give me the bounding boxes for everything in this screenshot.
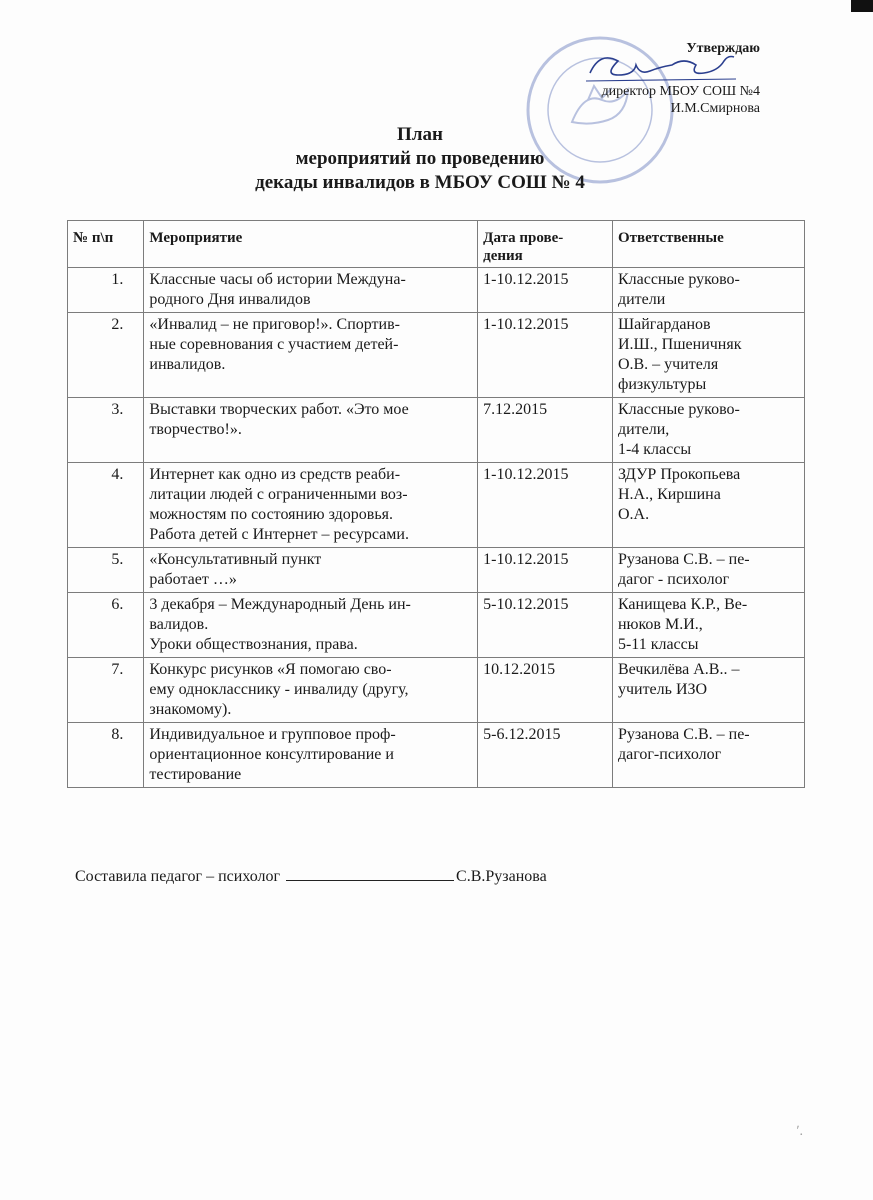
event-cell-line: «Консультативный пункт [149, 551, 322, 568]
header-num: № п\п [68, 221, 144, 268]
date-cell: 7.12.2015 [478, 398, 613, 463]
date-cell: 1-10.12.2015 [478, 268, 613, 313]
event-cell-line: Работа детей с Интернет – ресурсами. [149, 526, 409, 543]
event-cell-line: творчество!». [149, 421, 242, 438]
event-cell [144, 463, 478, 548]
event-cell-line: литации людей с ограниченными воз- [149, 486, 408, 503]
event-cell [144, 398, 478, 463]
event-cell-line: Индивидуальное и групповое проф- [149, 726, 396, 743]
date-cell: 5-10.12.2015 [478, 593, 613, 658]
date-cell: 10.12.2015 [478, 658, 613, 723]
header-event: Мероприятие [144, 221, 478, 268]
title-line-3: декады инвалидов в МБОУ СОШ № 4 [255, 172, 585, 193]
header-date-line: дения [483, 248, 523, 264]
table-row [68, 723, 805, 788]
table-row [68, 463, 805, 548]
footer-signature-line [75, 864, 547, 886]
responsible-cell-line: дители [617, 291, 666, 308]
document-title [0, 123, 840, 195]
responsible-cell-line: Канищева К.Р., Ве- [617, 596, 748, 613]
event-cell-line: Интернет как одно из средств реаби- [149, 466, 401, 483]
table-row [68, 548, 805, 593]
responsible-cell [612, 463, 804, 548]
event-cell-line: ориентационное консултирование и [149, 746, 394, 763]
table-body [68, 268, 805, 788]
event-cell-line: Классные часы об истории Междуна- [149, 271, 406, 288]
responsible-cell [612, 658, 804, 723]
header-date [478, 221, 613, 268]
table-row [68, 398, 805, 463]
row-number: 2. [68, 313, 144, 398]
responsible-cell-line: дагог-психолог [617, 746, 722, 763]
event-cell [144, 658, 478, 723]
event-cell [144, 548, 478, 593]
responsible-cell-line: Классные руково- [617, 401, 740, 418]
corner-mark [851, 0, 873, 12]
row-number: 7. [68, 658, 144, 723]
event-cell-line: валидов. [149, 616, 209, 633]
responsible-cell [612, 398, 804, 463]
responsible-cell-line: О.В. – учителя [617, 356, 719, 373]
approver-name: И.М.Смирнова [670, 101, 760, 116]
responsible-cell-line: Классные руково- [617, 271, 740, 288]
responsible-cell-line: Шайгарданов [617, 316, 711, 333]
row-number: 4. [68, 463, 144, 548]
responsible-cell-line: ЗДУР Прокопьева [617, 466, 741, 483]
responsible-cell [612, 548, 804, 593]
responsible-cell-line: дагог - психолог [617, 571, 730, 588]
scan-speck: ʹ. [796, 1124, 803, 1139]
event-cell-line: тестирование [149, 766, 242, 783]
event-cell-line: работает …» [149, 571, 237, 588]
responsible-cell [612, 268, 804, 313]
header-date-line: Дата прове- [483, 230, 564, 246]
table-header-row [68, 221, 805, 268]
row-number: 1. [68, 268, 144, 313]
approver-position: директор МБОУ СОШ №4 [601, 84, 760, 99]
event-cell-line: инвалидов. [149, 356, 226, 373]
responsible-cell-line: учитель ИЗО [617, 681, 708, 698]
event-cell [144, 723, 478, 788]
footer-name: С.В.Рузанова [456, 868, 547, 885]
event-cell-line: ему однокласснику - инвалиду (другу, [149, 681, 409, 698]
event-cell-line: 3 декабря – Международный День ин- [149, 596, 411, 613]
footer-prefix: Составила педагог – психолог [75, 868, 281, 885]
approve-word: Утверждаю [686, 41, 760, 56]
responsible-cell-line: 1-4 классы [617, 441, 692, 458]
responsible-cell-line: Рузанова С.В. – пе- [617, 551, 750, 568]
responsible-cell-line: Рузанова С.В. – пе- [617, 726, 750, 743]
responsible-cell-line: Вечкилёва А.В.. – [617, 661, 740, 678]
date-cell: 1-10.12.2015 [478, 313, 613, 398]
table-row [68, 268, 805, 313]
header-responsible: Ответственные [612, 221, 804, 268]
responsible-cell-line: О.А. [617, 506, 650, 523]
event-cell-line: ные соревнования с участием детей- [149, 336, 399, 353]
responsible-cell-line: Н.А., Киршина [617, 486, 721, 503]
row-number: 8. [68, 723, 144, 788]
table-row [68, 313, 805, 398]
event-cell-line: можностям по состоянию здоровья. [149, 506, 393, 523]
event-cell-line: «Инвалид – не приговор!». Спортив- [149, 316, 400, 333]
responsible-cell-line: дители, [617, 421, 670, 438]
table-row [68, 658, 805, 723]
events-table [67, 220, 805, 788]
event-cell-line: родного Дня инвалидов [149, 291, 311, 308]
date-cell: 5-6.12.2015 [478, 723, 613, 788]
row-number: 6. [68, 593, 144, 658]
responsible-cell [612, 593, 804, 658]
responsible-cell [612, 723, 804, 788]
event-cell-line: знакомому). [149, 701, 232, 718]
responsible-cell-line: 5-11 классы [617, 636, 699, 653]
title-line-2: мероприятий по проведению [295, 148, 545, 169]
responsible-cell [612, 313, 804, 398]
signature-blank [286, 864, 454, 881]
date-cell: 1-10.12.2015 [478, 548, 613, 593]
responsible-cell-line: физкультуры [617, 376, 707, 393]
date-cell: 1-10.12.2015 [478, 463, 613, 548]
title-line-1: План [397, 124, 443, 145]
responsible-cell-line: нюков М.И., [617, 616, 703, 633]
approval-block [520, 40, 760, 117]
event-cell [144, 593, 478, 658]
row-number: 3. [68, 398, 144, 463]
event-cell-line: Конкурс рисунков «Я помогаю сво- [149, 661, 392, 678]
event-cell-line: Уроки обществознания, права. [149, 636, 358, 653]
event-cell-line: Выставки творческих работ. «Это мое [149, 401, 409, 418]
row-number: 5. [68, 548, 144, 593]
responsible-cell-line: И.Ш., Пшеничняк [617, 336, 742, 353]
event-cell [144, 268, 478, 313]
table-row [68, 593, 805, 658]
event-cell [144, 313, 478, 398]
